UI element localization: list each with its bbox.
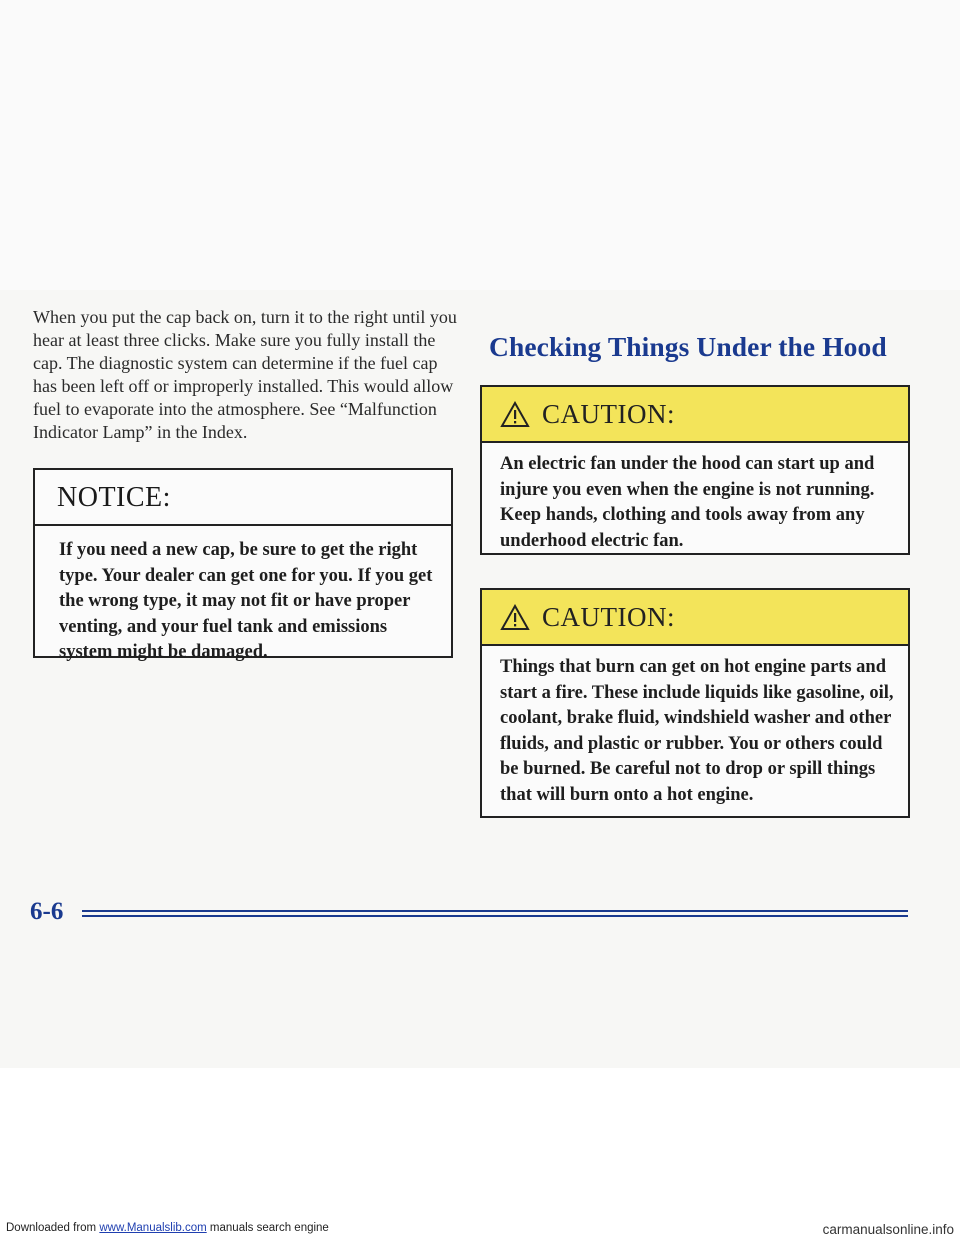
caution-box-fire	[480, 588, 910, 818]
intro-paragraph: When you put the cap back on, turn it to the right until you hear at least three clicks. Make sure you fully install the cap. The diagnostic system can determine if the fuel cap has been left off or improperly installed. This would allow fuel to evaporate into the atmosphere. See “Malfunction Indicator Lamp” in the Index.	[33, 307, 457, 442]
notice-heading: NOTICE:	[35, 470, 451, 526]
caution-body: Things that burn can get on hot engine parts and start a fire. These include liquids like gasoline, oil, coolant, brake fluid, windshield washer and other fluids, and plastic or rubber. You or others could be burned. Be careful not to drop or spill things that will burn onto a hot engine.	[500, 657, 894, 805]
footer-left	[6, 1222, 329, 1234]
notice-body: If you need a new cap, be sure to get the right type. Your dealer can get one for you. If you get the wrong type, it may not fit or have proper venting, and your fuel tank and emissions system might be damaged.	[59, 540, 433, 662]
page-number: 6-6	[30, 898, 64, 925]
caution-heading: CAUTION:	[542, 601, 675, 632]
manualslib-link[interactable]: www.Manualslib.com	[99, 1222, 207, 1234]
notice-box	[33, 468, 453, 662]
section-title: Checking Things Under the Hood	[489, 331, 887, 362]
caution-header	[482, 590, 908, 646]
caution-header	[482, 387, 908, 443]
footer-suffix: manuals search engine	[209, 1222, 329, 1234]
footer-watermark: carmanualsonline.info	[822, 1222, 954, 1237]
warning-triangle-icon	[500, 401, 530, 428]
caution-body: An electric fan under the hood can start up and injure you even when the engine is not running. Keep hands, clothing and tools away from any underhood electric fan.	[500, 454, 875, 551]
warning-triangle-icon	[500, 604, 530, 631]
download-footer	[0, 1222, 960, 1238]
page-rule	[82, 910, 908, 917]
caution-box-fan	[480, 385, 910, 555]
footer-prefix: Downloaded from	[6, 1222, 97, 1234]
page-top-band	[0, 0, 960, 290]
caution-heading: CAUTION:	[542, 398, 675, 429]
